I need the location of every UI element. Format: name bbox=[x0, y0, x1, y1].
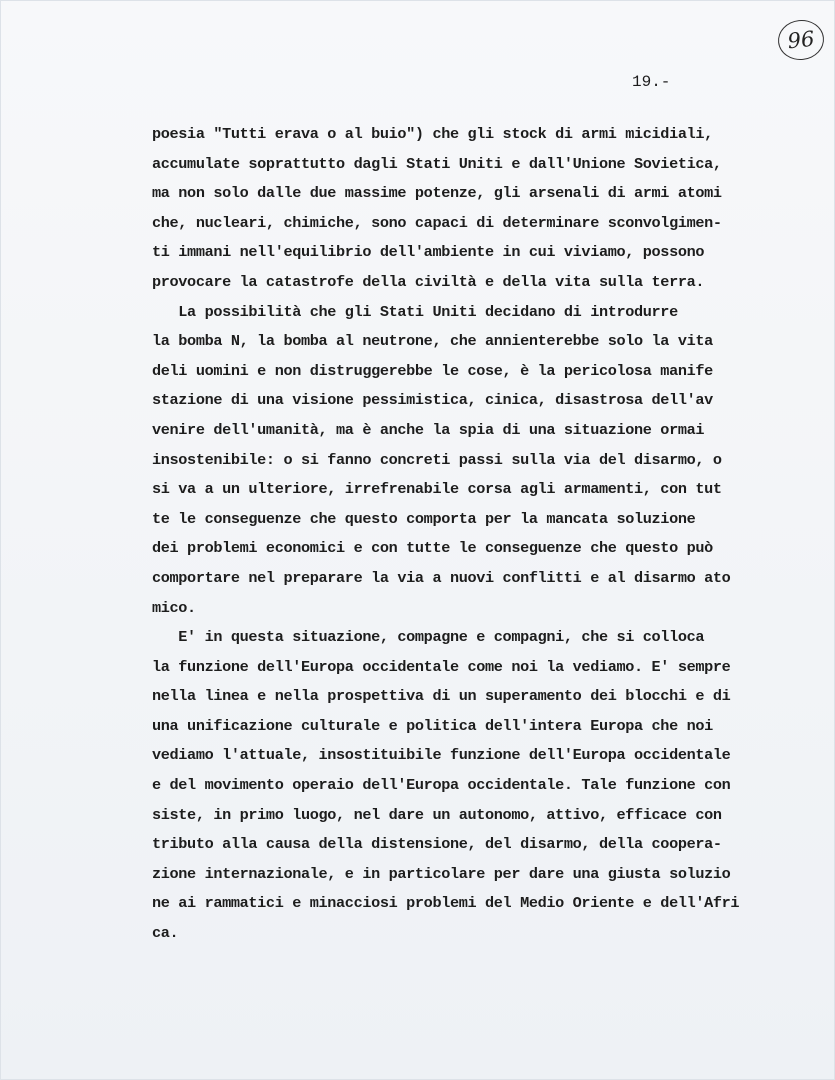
text-line: stazione di una visione pessimistica, cinica, disastrosa dell'av bbox=[152, 391, 713, 410]
text-line: nella linea e nella prospettiva di un superamento dei blocchi e di bbox=[152, 687, 731, 706]
body-text bbox=[152, 120, 822, 949]
text-line: mico. bbox=[152, 598, 196, 617]
text-line: poesia "Tutti erava o al buio") che gli stock di armi micidiali, bbox=[152, 125, 713, 143]
page-number: 19.- bbox=[632, 73, 671, 91]
text-line: che, nucleari, chimiche, sono capaci di determinare sconvolgimen- bbox=[152, 213, 722, 232]
text-line: te le conseguenze che questo comporta per la mancata soluzione bbox=[152, 509, 696, 528]
text-line: vediamo l'attuale, insostituibile funzione dell'Europa occidentale bbox=[152, 746, 731, 765]
text-line: ne ai rammatici e minacciosi problemi del Medio Oriente e dell'Afri bbox=[152, 894, 740, 913]
page-stamp: 96 bbox=[776, 18, 826, 63]
text-line: ti immani nell'equilibrio dell'ambiente in cui viviamo, possono bbox=[152, 243, 705, 262]
text-line: ca. bbox=[152, 924, 179, 943]
text-line: dei problemi economici e con tutte le conseguenze che questo può bbox=[152, 539, 713, 558]
text-line: venire dell'umanità, ma è anche la spia di una situazione ormai bbox=[152, 420, 705, 439]
text-line: deli uomini e non distruggerebbe le cose, è la pericolosa manife bbox=[152, 361, 713, 380]
text-line: una unificazione culturale e politica dell'intera Europa che noi bbox=[152, 716, 713, 735]
text-line: siste, in primo luogo, nel dare un autonomo, attivo, efficace con bbox=[152, 805, 722, 824]
text-line: la bomba N, la bomba al neutrone, che annienterebbe solo la vita bbox=[152, 332, 713, 351]
text-line: tributo alla causa della distensione, del disarmo, della coopera- bbox=[152, 835, 722, 854]
text-line: la funzione dell'Europa occidentale come noi la vediamo. E' sempre bbox=[152, 657, 731, 676]
text-line: insostenibile: o si fanno concreti passi sulla via del disarmo, o bbox=[152, 450, 722, 469]
text-line: accumulate soprattutto dagli Stati Uniti e dall'Unione Sovietica, bbox=[152, 154, 722, 173]
text-line: provocare la catastrofe della civiltà e della vita sulla terra. bbox=[152, 272, 705, 291]
text-line: comportare nel preparare la via a nuovi conflitti e al disarmo ato bbox=[152, 568, 731, 587]
text-line: e del movimento operaio dell'Europa occidentale. Tale funzione con bbox=[152, 776, 731, 795]
text-line: zione internazionale, e in particolare per dare una giusta soluzio bbox=[152, 864, 731, 883]
text-line: E' in questa situazione, compagne e compagni, che si colloca bbox=[152, 628, 705, 647]
text-line: La possibilità che gli Stati Uniti decidano di introdurre bbox=[152, 302, 678, 321]
text-line: si va a un ulteriore, irrefrenabile corsa agli armamenti, con tut bbox=[152, 480, 722, 499]
text-line: ma non solo dalle due massime potenze, gli arsenali di armi atomi bbox=[152, 184, 722, 203]
